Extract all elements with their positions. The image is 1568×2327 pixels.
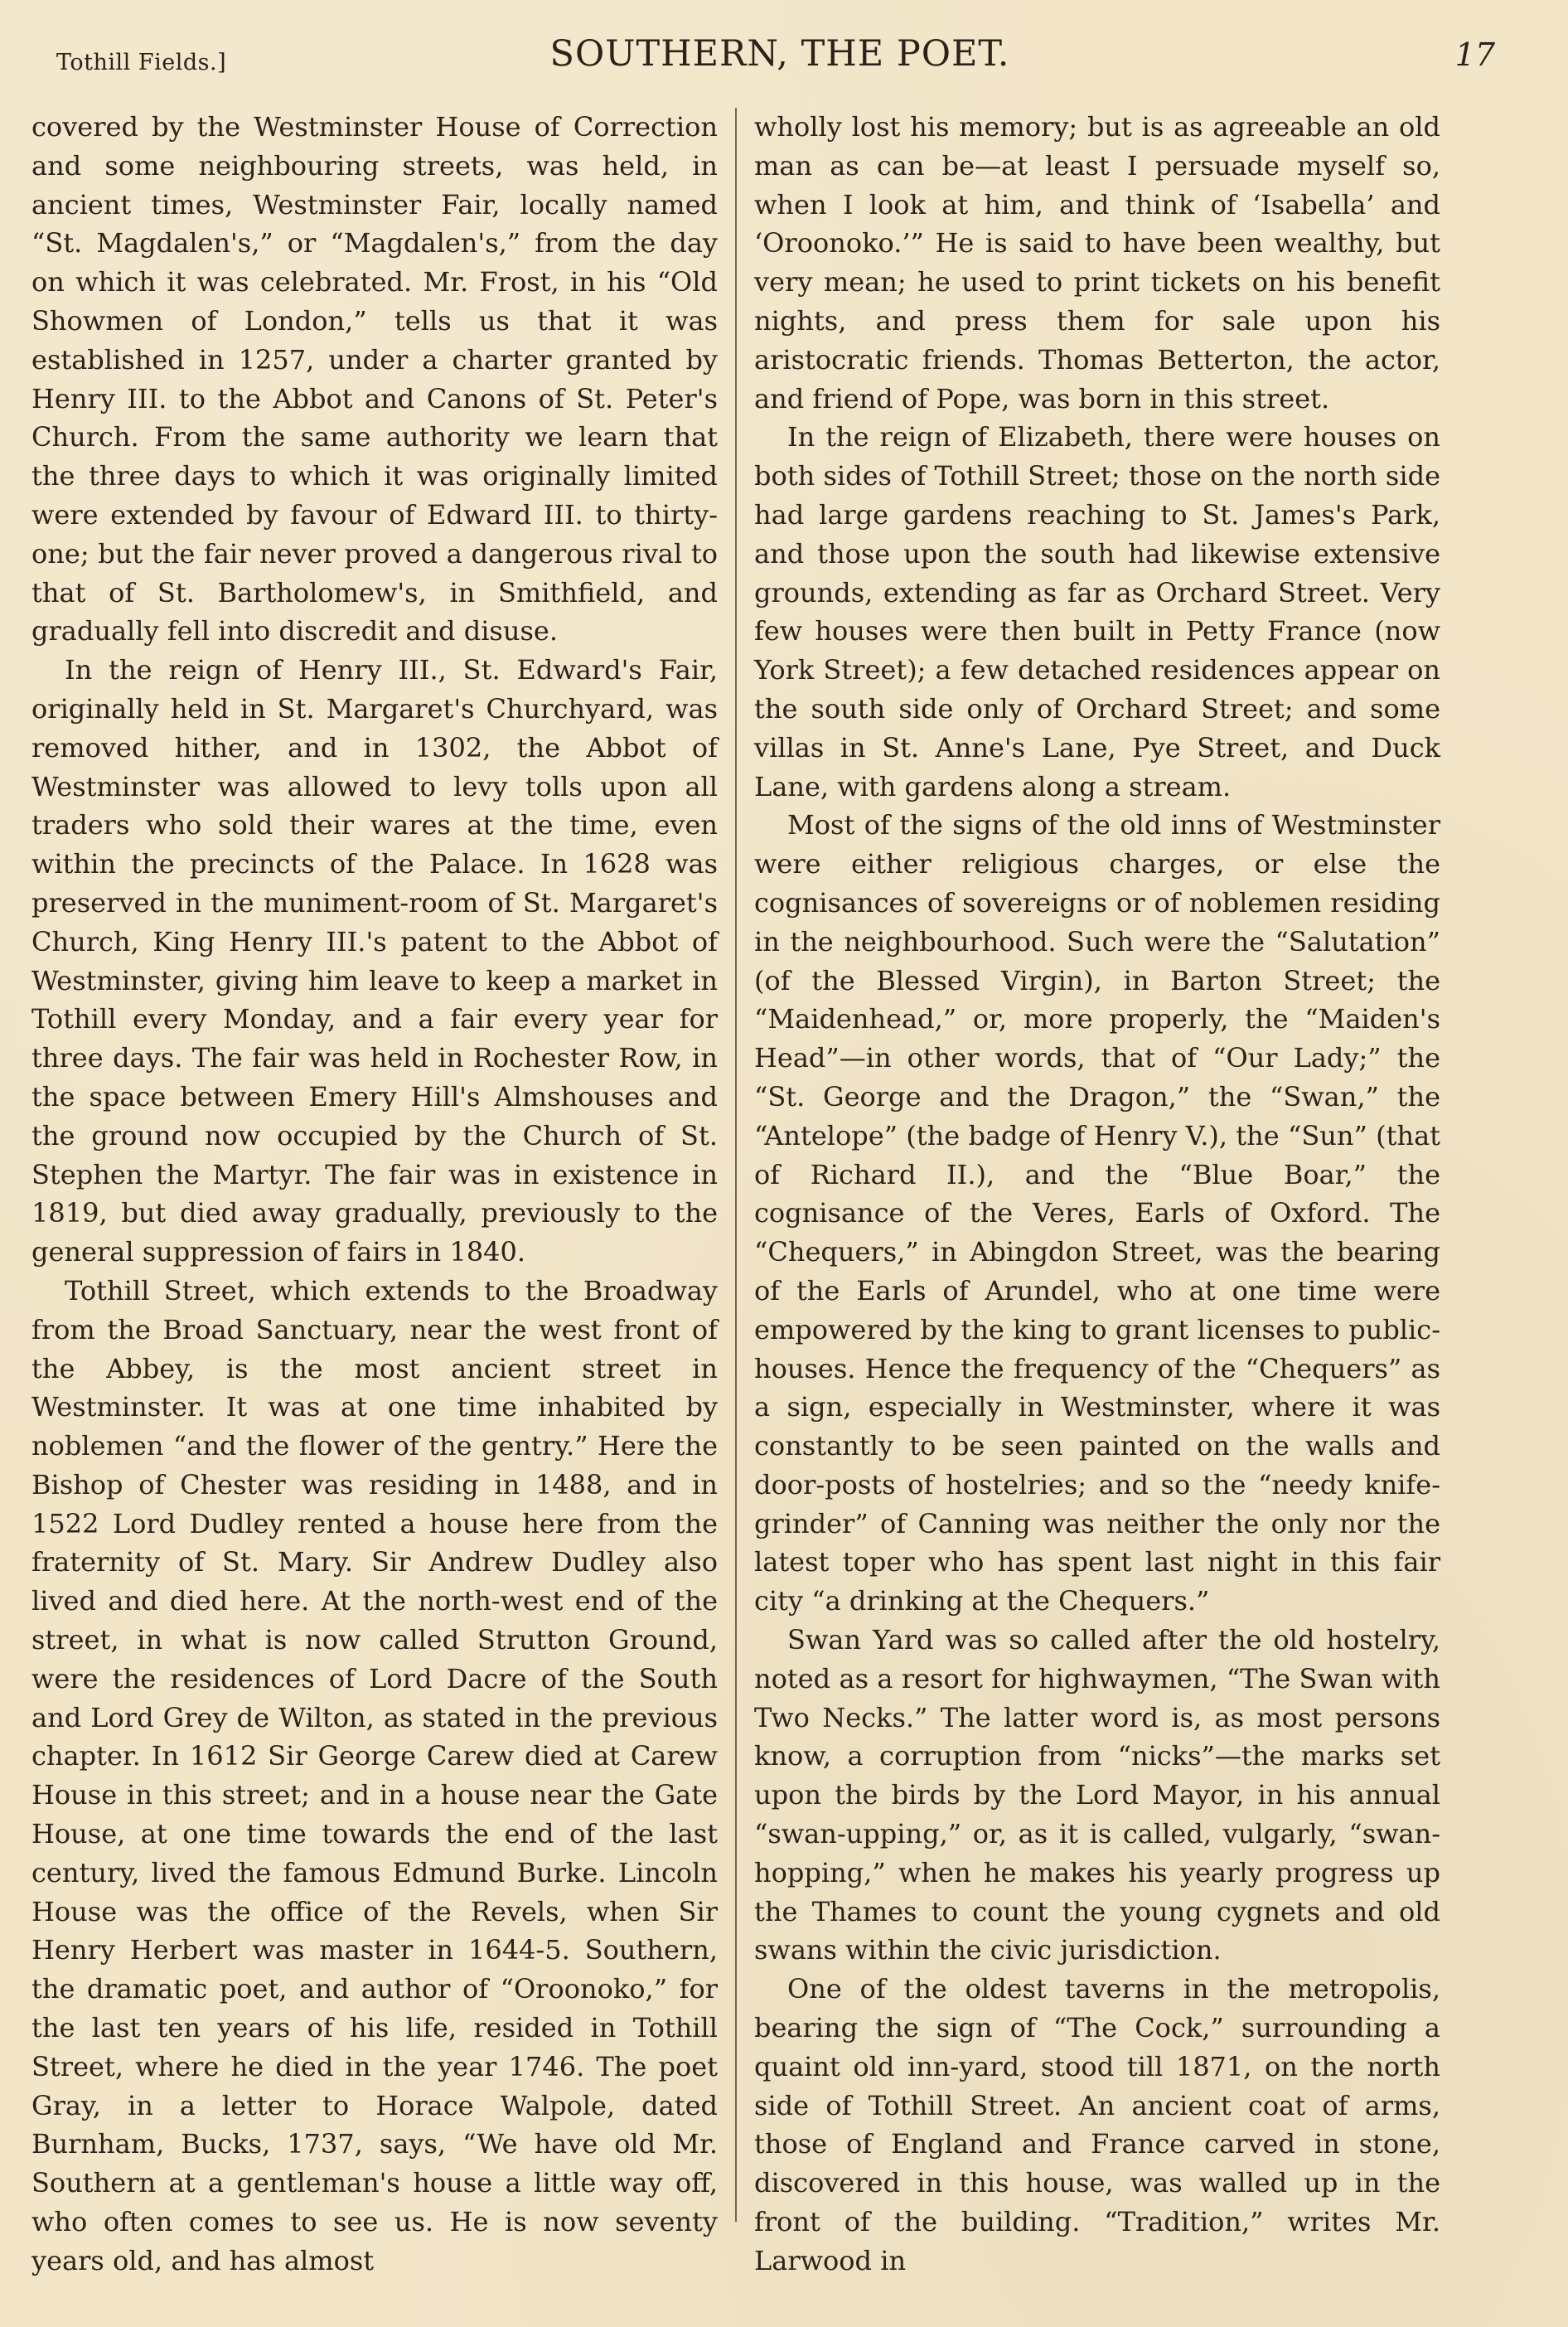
left-paragraph-2: In the reign of Henry III., St. Edward's Fair, originally held in St. Margaret's Churchyard, was removed hither, and in 1302, the Abbot of Westminster was allowed to levy tolls upon all traders who sold their wares at the time, even within the precincts of the Palace. In 1628 was preserved in the muniment-room of St. Margaret's Church, King Henry III.'s patent to the Abbot of Westminster, giving him leave to keep a market in Tothill every Monday, and a fair every year for three days. The fair was held in Rochester Row, in the space between Emery Hill's Almshouses and the ground now occupied by the Church of St. Stephen the Martyr. The fair was in existence in 1819, but died away gradually, previously to the general suppression of fairs in 1840. [31,654,718,1268]
right-paragraph-5: One of the oldest taverns in the metropolis, bearing the sign of “The Cock,” surrounding a quaint old inn-yard, stood till 1871, on the north side of Tothill Street. An ancient coat of arms, those of England and France carved in stone, discovered in this house, was walled up in the front of the building. “Tradition,” writes Mr. Larwood in [754,1973,1440,2276]
page-title: SOUTHERN, THE POET. [549,33,1010,75]
running-header [31,33,1528,83]
text-columns [31,108,1464,2276]
right-paragraph-2: In the reign of Elizabeth, there were houses on both sides of Tothill Street; those on the north side had large gardens reaching to St. James's Park, and those upon the south had likewise extensive grounds, extending as far as Orchard Street. Very few houses were then built in Petty France (now York Street); a few detached residences appear on the south side only of Orchard Street; and some villas in St. Anne's Lane, Pye Street, and Duck Lane, with gardens along a stream. [754,421,1440,802]
page-number: 17 [1454,36,1495,73]
right-column [739,108,1440,2276]
running-head-left: Tothill Fields.] [56,50,227,75]
column-rule [735,108,737,2222]
left-paragraph-1: covered by the Westminster House of Correction and some neighbouring streets, was held, in ancient times, Westminster Fair, locally named “St. Magdalen's,” or “Magdalen's,” from the day on which it was celebrated. Mr. Frost, in his “Old Showmen of London,” tells us that it was established in 1257, under a charter granted by Henry III. to the Abbot and Canons of St. Peter's Church. From the same authority we learn that the three days to which it was originally limited were extended by favour of Edward III. to thirty-one; but the fair never proved a dangerous rival to that of St. Bartholomew's, in Smithfield, and gradually fell into discredit and disuse. [31,111,718,647]
right-paragraph-3: Most of the signs of the old inns of Westminster were either religious charges, or else the cognisances of sovereigns or of noblemen residing in the neighbourhood. Such were the “Salutation” (of the Blessed Virgin), in Barton Street; the “Maidenhead,” or, more properly, the “Maiden's Head”—in other words, that of “Our Lady;” the “St. George and the Dragon,” the “Swan,” the “Antelope” (the badge of Henry V.), the “Sun” (that of Richard II.), and the “Blue Boar,” the cognisance of the Veres, Earls of Oxford. The “Chequers,” in Abingdon Street, was the bearing of the Earls of Arundel, who at one time were empowered by the king to grant licenses to public-houses. Hence the frequency of the “Chequers” as a sign, especially in Westminster, where it was constantly to be seen painted on the walls and door-posts of hostelries; and so the “needy knife-grinder” of Canning was neither the only nor the latest toper who has spent last night in this fair city “a drinking at the Chequers.” [754,809,1440,1617]
left-column [31,108,733,2276]
right-paragraph-4: Swan Yard was so called after the old hostelry, noted as a resort for highwaymen, “The Swan with Two Necks.” The latter word is, as most persons know, a corruption from “nicks”—the marks set upon the birds by the Lord Mayor, in his annual “swan-upping,” or, as it is called, vulgarly, “swan-hopping,” when he makes his yearly progress up the Thames to count the young cygnets and old swans within the civic jurisdiction. [754,1624,1440,1966]
right-paragraph-1: wholly lost his memory; but is as agreeable an old man as can be—at least I persuade myself so, when I look at him, and think of ‘Isabella’ and ‘Oroonoko.’” He is said to have been wealthy, but very mean; he used to print tickets on his benefit nights, and press them for sale upon his aristocratic friends. Thomas Betterton, the actor, and friend of Pope, was born in this street. [754,111,1440,414]
left-paragraph-3: Tothill Street, which extends to the Broadway from the Broad Sanctuary, near the west front of the Abbey, is the most ancient street in Westminster. It was at one time inhabited by noblemen “and the flower of the gentry.” Here the Bishop of Chester was residing in 1488, and in 1522 Lord Dudley rented a house here from the fraternity of St. Mary. Sir Andrew Dudley also lived and died here. At the north-west end of the street, in what is now called Strutton Ground, were the residences of Lord Dacre of the South and Lord Grey de Wilton, as stated in the previous chapter. In 1612 Sir George Carew died at Carew House in this street; and in a house near the Gate House, at one time towards the end of the last century, lived the famous Edmund Burke. Lincoln House was the office of the Revels, when Sir Henry Herbert was master in 1644-5. Southern, the dramatic poet, and author of “Oroonoko,” for the last ten years of his life, resided in Tothill Street, where he died in the year 1746. The poet Gray, in a letter to Horace Walpole, dated Burnham, Bucks, 1737, says, “We have old Mr. Southern at a gentleman's house a little way off, who often comes to see us. He is now seventy years old, and has almost [31,1274,718,2276]
